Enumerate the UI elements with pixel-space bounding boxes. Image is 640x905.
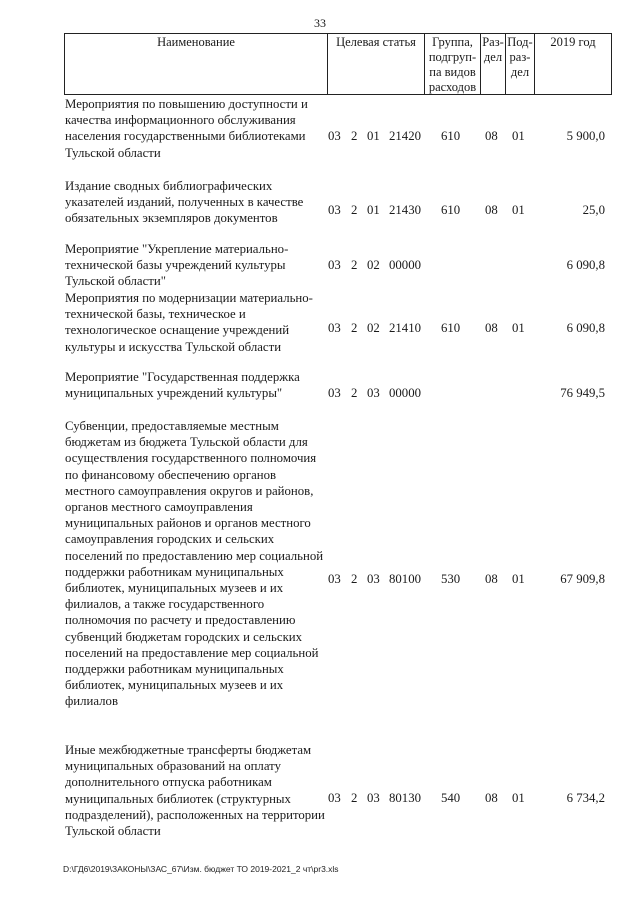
header-year [534, 33, 612, 95]
header-section-line: Раз- [482, 35, 504, 49]
amount-2019: 6 090,8 [566, 321, 605, 335]
row-name: Мероприятия по модернизации материально-технической базы, техническое и технологическое оснащение учреждений культуры и искусства Тульской области [65, 291, 313, 354]
row-name: Мероприятие "Государственная поддержка муниципальных учреждений культуры" [65, 370, 300, 401]
code-direction: 80130 [389, 791, 421, 805]
code-subprogram: 2 [351, 791, 358, 805]
header-group-line: расходов [428, 80, 477, 94]
header-subsection-line: раз- [509, 50, 531, 64]
subsection-code: 01 [512, 572, 525, 586]
code-program: 03 [328, 203, 341, 217]
code-direction: 80100 [389, 572, 421, 586]
header-group-line: Группа, [432, 35, 473, 49]
code-subprogram: 2 [351, 258, 358, 272]
header-group-line: па видов [429, 65, 476, 79]
amount-2019: 67 909,8 [560, 572, 605, 586]
code-event: 03 [367, 791, 380, 805]
code-event: 01 [367, 129, 380, 143]
code-program: 03 [328, 386, 341, 400]
subsection-code: 01 [512, 791, 525, 805]
group-code: 540 [441, 791, 461, 805]
code-direction: 21430 [389, 203, 421, 217]
header-name [64, 33, 328, 95]
amount-2019: 6 090,8 [566, 258, 605, 272]
header-target [327, 33, 425, 95]
code-program: 03 [328, 791, 341, 805]
amount-2019: 76 949,5 [560, 386, 605, 400]
amount-2019: 25,0 [582, 203, 605, 217]
code-direction: 00000 [389, 258, 421, 272]
code-event: 01 [367, 203, 380, 217]
header-name-label: Наименование [157, 35, 235, 49]
header-section [480, 33, 506, 95]
page-number: 33 [314, 16, 326, 30]
code-program: 03 [328, 258, 341, 272]
section-code: 08 [485, 203, 498, 217]
group-code: 530 [441, 572, 461, 586]
code-program: 03 [328, 129, 341, 143]
section-code: 08 [485, 572, 498, 586]
row-name: Субвенции, предоставляемые местным бюджетам из бюджета Тульской области для осуществления государственного полномочия по финансовому обеспечению органов местного самоуправления округов и районов, органов местного самоуправления муниципальных районов и органов местного самоуправления городских и сельских поселений по предоставлению мер социальной поддержки работникам муниципальных библиотек, муниципальных музеев и их филиалов, а также государственного полномочия по расчету и предоставлению субвенций бюджетам городских и сельских поселений на предоставление мер социальной поддержки работникам муниципальных библиотек, муниципальных музеев и их филиалов [65, 419, 324, 709]
header-group [424, 33, 481, 95]
header-year-label: 2019 год [550, 35, 596, 49]
section-code: 08 [485, 791, 498, 805]
header-target-label: Целевая статья [336, 35, 416, 49]
group-code: 610 [441, 321, 461, 335]
code-program: 03 [328, 572, 341, 586]
subsection-code: 01 [512, 321, 525, 335]
row-name: Мероприятие "Укрепление материально-технической базы учреждений культуры Тульской области" [65, 242, 289, 289]
file-path-footer: D:\ГД6\2019\ЗАКОНЫ\ЗАС_67\Изм. бюджет ТО 2019-2021_2 чт\pr3.xls [63, 864, 339, 874]
code-subprogram: 2 [351, 129, 358, 143]
amount-2019: 5 900,0 [566, 129, 605, 143]
header-subsection-line: дел [510, 65, 530, 79]
amount-2019: 6 734,2 [566, 791, 605, 805]
section-code: 08 [485, 321, 498, 335]
code-direction: 21410 [389, 321, 421, 335]
group-code: 610 [441, 129, 461, 143]
header-section-line: дел [483, 50, 503, 64]
subsection-code: 01 [512, 129, 525, 143]
code-event: 02 [367, 321, 380, 335]
code-event: 03 [367, 386, 380, 400]
row-name: Издание сводных библиографических указателей изданий, полученных в качестве обязательных экземпляров документов [65, 179, 304, 226]
row-name: Иные межбюджетные трансферты бюджетам муниципальных образований на оплату дополнительного отпуска работникам муниципальных библиотек (структурных подразделений), расположенных на территории Тульской области [65, 743, 325, 839]
section-code: 08 [485, 129, 498, 143]
code-event: 02 [367, 258, 380, 272]
header-subsection [505, 33, 535, 95]
code-subprogram: 2 [351, 203, 358, 217]
code-event: 03 [367, 572, 380, 586]
code-direction: 00000 [389, 386, 421, 400]
code-subprogram: 2 [351, 321, 358, 335]
code-direction: 21420 [389, 129, 421, 143]
row-name: Мероприятия по повышению доступности и качества информационного обслуживания населения государственными библиотеками Тульской области [65, 97, 308, 160]
code-subprogram: 2 [351, 386, 358, 400]
subsection-code: 01 [512, 203, 525, 217]
header-subsection-line: Под- [507, 35, 533, 49]
group-code: 610 [441, 203, 461, 217]
code-program: 03 [328, 321, 341, 335]
header-group-line: подгруп- [428, 50, 477, 64]
code-subprogram: 2 [351, 572, 358, 586]
